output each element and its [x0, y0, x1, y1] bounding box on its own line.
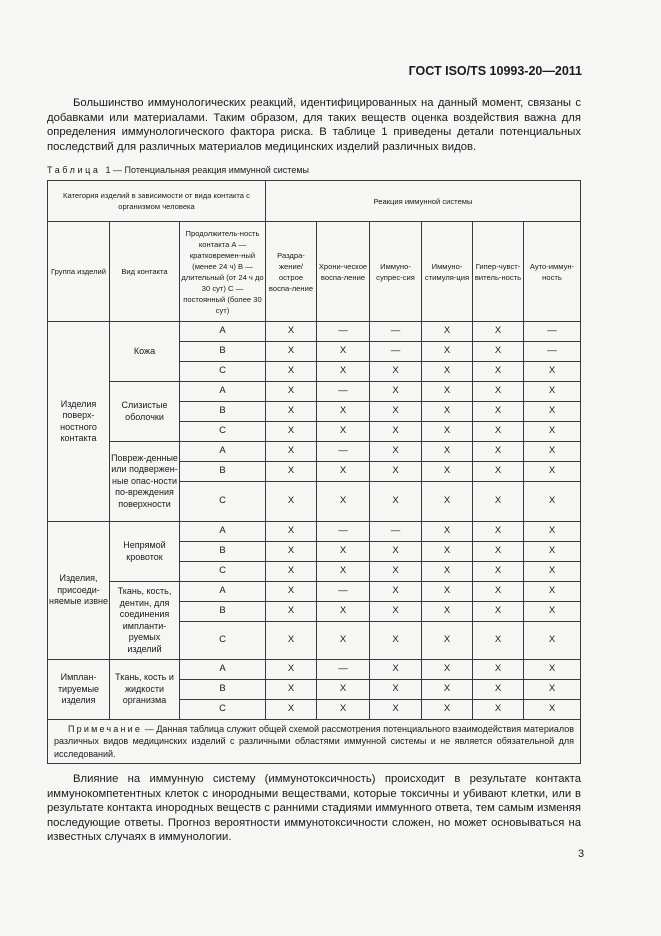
- reaction-cell: —: [524, 322, 581, 342]
- reaction-cell: X: [524, 402, 581, 422]
- col-reaction-header: Хрони-ческое воспа-ление: [317, 222, 370, 322]
- reaction-cell: X: [473, 660, 524, 680]
- reaction-cell: X: [266, 582, 317, 602]
- immune-reaction-table: [47, 180, 581, 764]
- reaction-cell: X: [422, 342, 473, 362]
- reaction-cell: X: [473, 602, 524, 622]
- reaction-cell: X: [370, 362, 422, 382]
- reaction-cell: —: [370, 522, 422, 542]
- reaction-cell: X: [524, 442, 581, 462]
- reaction-cell: X: [473, 522, 524, 542]
- table-row: [48, 382, 581, 402]
- reaction-cell: X: [524, 422, 581, 442]
- reaction-cell: X: [422, 622, 473, 660]
- reaction-cell: X: [524, 680, 581, 700]
- reaction-cell: —: [317, 322, 370, 342]
- reaction-cell: X: [422, 602, 473, 622]
- reaction-cell: X: [524, 582, 581, 602]
- table-caption: [47, 165, 309, 175]
- reaction-cell: X: [473, 680, 524, 700]
- reaction-cell: X: [473, 622, 524, 660]
- kind-cell: Повреж-денные или подвержен-ные опас-ности по-вреждения поверхности: [110, 442, 180, 522]
- reaction-cell: X: [473, 402, 524, 422]
- reaction-cell: X: [422, 322, 473, 342]
- intro-paragraph: Большинство иммунологических реакций, идентифицированных на данный момент, связаны с добавками или материалами. Таким образом, для таких веществ оценка воздействия важна для определения иммунологического фактора риска. В таблице 1 приведены детали потенциальных последствий для различных материалов медицинских изделий различных видов.: [47, 97, 581, 153]
- duration-cell: B: [180, 602, 266, 622]
- reaction-cell: X: [317, 402, 370, 422]
- reaction-cell: X: [370, 482, 422, 522]
- outro-paragraph: Влияние на иммунную систему (иммунотоксичность) происходит в результате контакта иммунокомпетентных клеток с инородными веществами, которые токсичны и убивают клетки, или в результате контакта инородных веществ с ранними стадиями иммунного ответа, тем самым изменяя последующие ответы. Прогноз вероятности иммунотоксичности сложен, но может основываться на известных случаях в иммунологии.: [47, 773, 581, 843]
- kind-cell: Ткань, кость и жидкости организма: [110, 660, 180, 720]
- reaction-cell: X: [370, 700, 422, 720]
- duration-cell: A: [180, 582, 266, 602]
- kind-cell: Кожа: [110, 322, 180, 382]
- note-text: — Данная таблица служит общей схемой рассмотрения потенциального взаимодействия материалов различных видов медицинских изделий с различными областями иммунной системы и не является обязательной для исследований.: [54, 724, 574, 759]
- reaction-cell: X: [473, 482, 524, 522]
- reaction-cell: —: [317, 582, 370, 602]
- reaction-cell: X: [524, 700, 581, 720]
- reaction-cell: X: [422, 442, 473, 462]
- header-category: Категория изделий в зависимости от вида контакта с организмом человека: [48, 181, 266, 222]
- reaction-cell: X: [524, 362, 581, 382]
- reaction-cell: X: [317, 482, 370, 522]
- reaction-cell: X: [473, 442, 524, 462]
- kind-cell: Непрямой кровоток: [110, 522, 180, 582]
- reaction-cell: X: [524, 542, 581, 562]
- reaction-cell: X: [317, 562, 370, 582]
- reaction-cell: X: [524, 660, 581, 680]
- reaction-cell: X: [473, 342, 524, 362]
- col-reaction-header: Иммуно-супрес-сия: [370, 222, 422, 322]
- reaction-cell: X: [422, 542, 473, 562]
- reaction-cell: X: [266, 622, 317, 660]
- table-row: [48, 322, 581, 342]
- reaction-cell: X: [422, 422, 473, 442]
- reaction-cell: X: [473, 462, 524, 482]
- reaction-cell: —: [317, 442, 370, 462]
- reaction-cell: X: [422, 700, 473, 720]
- col-group-header: Группа изделий: [48, 222, 110, 322]
- reaction-cell: —: [524, 342, 581, 362]
- reaction-cell: X: [317, 342, 370, 362]
- reaction-cell: X: [422, 402, 473, 422]
- reaction-cell: X: [473, 562, 524, 582]
- reaction-cell: X: [422, 482, 473, 522]
- reaction-cell: X: [422, 680, 473, 700]
- reaction-cell: X: [266, 562, 317, 582]
- reaction-cell: X: [266, 522, 317, 542]
- reaction-cell: X: [266, 382, 317, 402]
- reaction-cell: X: [422, 522, 473, 542]
- reaction-cell: X: [370, 660, 422, 680]
- reaction-cell: X: [266, 422, 317, 442]
- reaction-cell: X: [317, 462, 370, 482]
- reaction-cell: X: [473, 422, 524, 442]
- reaction-cell: X: [266, 442, 317, 462]
- duration-cell: B: [180, 402, 266, 422]
- reaction-cell: X: [266, 700, 317, 720]
- reaction-cell: X: [266, 402, 317, 422]
- kind-cell: Ткань, кость, дентин, для соединения импланти-руемых изделий: [110, 582, 180, 660]
- reaction-cell: X: [524, 562, 581, 582]
- table-row: [48, 582, 581, 602]
- duration-cell: B: [180, 680, 266, 700]
- reaction-cell: X: [524, 462, 581, 482]
- duration-cell: A: [180, 442, 266, 462]
- table-caption-number: 1: [105, 165, 111, 175]
- reaction-cell: X: [370, 402, 422, 422]
- reaction-cell: X: [524, 522, 581, 542]
- duration-cell: B: [180, 462, 266, 482]
- reaction-cell: —: [317, 382, 370, 402]
- reaction-cell: X: [266, 680, 317, 700]
- duration-cell: C: [180, 482, 266, 522]
- reaction-cell: X: [473, 362, 524, 382]
- reaction-cell: X: [473, 542, 524, 562]
- kind-cell: Слизистые оболочки: [110, 382, 180, 442]
- duration-cell: C: [180, 422, 266, 442]
- duration-cell: B: [180, 342, 266, 362]
- col-reaction-header: Гипер-чувст-витель-ность: [473, 222, 524, 322]
- duration-cell: A: [180, 382, 266, 402]
- duration-cell: A: [180, 322, 266, 342]
- reaction-cell: X: [473, 382, 524, 402]
- table-row: [48, 660, 581, 680]
- reaction-cell: X: [524, 622, 581, 660]
- reaction-cell: X: [317, 602, 370, 622]
- reaction-cell: X: [473, 582, 524, 602]
- reaction-cell: —: [370, 322, 422, 342]
- reaction-cell: X: [370, 542, 422, 562]
- reaction-cell: X: [266, 660, 317, 680]
- reaction-cell: X: [317, 422, 370, 442]
- reaction-cell: X: [266, 322, 317, 342]
- duration-cell: B: [180, 542, 266, 562]
- reaction-cell: X: [370, 422, 422, 442]
- reaction-cell: X: [422, 362, 473, 382]
- col-duration-header: Продолжитель-ность контакта А — кратковремен-ный (менее 24 ч) В — длительный (от 24 ч до 30 сут) С — постоянный (более 30 сут): [180, 222, 266, 322]
- group-cell: Изделия поверх-ностного контакта: [48, 322, 110, 522]
- reaction-cell: X: [266, 542, 317, 562]
- reaction-cell: X: [370, 622, 422, 660]
- table-row: [48, 522, 581, 542]
- col-reaction-header: Иммуно-стимуля-ция: [422, 222, 473, 322]
- reaction-cell: X: [266, 362, 317, 382]
- reaction-cell: X: [370, 442, 422, 462]
- table-row: [48, 442, 581, 462]
- reaction-cell: X: [473, 322, 524, 342]
- reaction-cell: X: [422, 382, 473, 402]
- reaction-cell: X: [422, 462, 473, 482]
- document-id: ГОСТ ISO/TS 10993-20—2011: [408, 64, 582, 78]
- reaction-cell: X: [422, 660, 473, 680]
- col-reaction-header: Ауто-иммун-ность: [524, 222, 581, 322]
- reaction-cell: X: [524, 382, 581, 402]
- table-note: [48, 720, 581, 764]
- reaction-cell: X: [422, 582, 473, 602]
- reaction-cell: X: [266, 602, 317, 622]
- group-cell: Изделия, присоеди-няемые извне: [48, 522, 110, 660]
- reaction-cell: X: [317, 680, 370, 700]
- table-caption-label: Таблица: [47, 165, 101, 175]
- reaction-cell: X: [370, 462, 422, 482]
- reaction-cell: X: [317, 700, 370, 720]
- duration-cell: A: [180, 660, 266, 680]
- reaction-cell: X: [422, 562, 473, 582]
- col-kind-header: Вид контакта: [110, 222, 180, 322]
- col-reaction-header: Раздра-жение/ острое воспа-ление: [266, 222, 317, 322]
- reaction-cell: X: [317, 622, 370, 660]
- reaction-cell: X: [524, 602, 581, 622]
- duration-cell: C: [180, 562, 266, 582]
- reaction-cell: X: [266, 482, 317, 522]
- reaction-cell: —: [370, 342, 422, 362]
- page-number: 3: [578, 848, 585, 860]
- reaction-cell: X: [370, 582, 422, 602]
- reaction-cell: X: [370, 562, 422, 582]
- reaction-cell: X: [370, 680, 422, 700]
- table-caption-title: — Потенциальная реакция иммунной системы: [113, 165, 309, 175]
- reaction-cell: X: [317, 362, 370, 382]
- duration-cell: C: [180, 622, 266, 660]
- reaction-cell: —: [317, 522, 370, 542]
- reaction-cell: X: [266, 342, 317, 362]
- duration-cell: A: [180, 522, 266, 542]
- reaction-cell: X: [524, 482, 581, 522]
- note-label: Примечание: [68, 724, 143, 734]
- reaction-cell: X: [370, 602, 422, 622]
- duration-cell: C: [180, 700, 266, 720]
- header-reaction: Реакция иммунной системы: [266, 181, 581, 222]
- group-cell: Имплан-тируемые изделия: [48, 660, 110, 720]
- reaction-cell: X: [473, 700, 524, 720]
- reaction-cell: X: [370, 382, 422, 402]
- duration-cell: C: [180, 362, 266, 382]
- reaction-cell: —: [317, 660, 370, 680]
- reaction-cell: X: [317, 542, 370, 562]
- reaction-cell: X: [266, 462, 317, 482]
